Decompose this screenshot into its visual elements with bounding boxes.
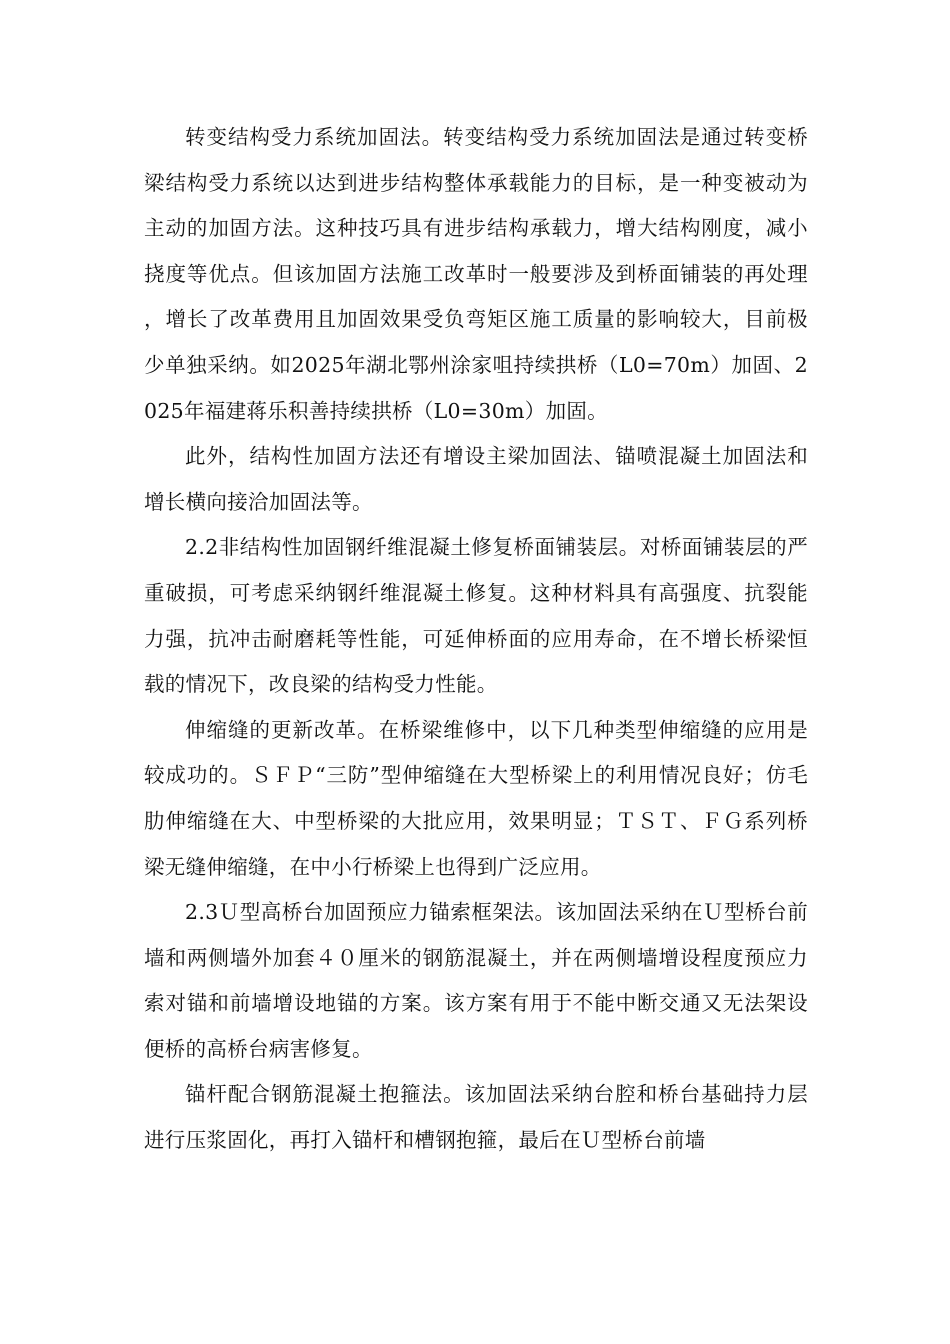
document-body bbox=[144, 115, 808, 1164]
paragraph-expansion-joint: 伸缩缝的更新改革。在桥梁维修中，以下几种类型伸缩缝的应用是较成功的。ＳＦＰ“三防”型伸缩缝在大型桥梁上的利用情况良好；仿毛肋伸缩缝在大、中型桥梁的大批应用，效果明显；ＴＳＴ、ＦＧ系列桥梁无缝伸缩缝，在中小行桥梁上也得到广泛应用。 bbox=[144, 717, 808, 879]
paragraph-other-structural-methods: 此外，结构性加固方法还有增设主梁加固法、锚喷混凝土加固法和增长横向接洽加固法等。 bbox=[144, 444, 808, 514]
paragraph-structural-system-change: 转变结构受力系统加固法。转变结构受力系统加固法是通过转变桥梁结构受力系统以达到进步结构整体承载能力的目标，是一种变被动为主动的加固方法。这种技巧具有进步结构承载力，增大结构刚度，减小挠度等优点。但该加固方法施工改革时一般要涉及到桥面铺装的再处理，增长了改革费用且加固效果受负弯矩区施工质量的影响较大，目前极少单独采纳。如2025年湖北鄂州涂家咀持续拱桥（L0=70m）加固、2025年福建蒋乐积善持续拱桥（L0=30m）加固。 bbox=[144, 125, 808, 423]
paragraph-steel-fiber-concrete: 2.2非结构性加固钢纤维混凝土修复桥面铺装层。对桥面铺装层的严重破损，可考虑采纳钢纤维混凝土修复。这种材料具有高强度、抗裂能力强，抗冲击耐磨耗等性能，可延伸桥面的应用寿命，在不增长桥梁恒载的情况下，改良梁的结构受力性能。 bbox=[144, 535, 808, 697]
paragraph-u-abutment-anchor-frame: 2.3Ｕ型高桥台加固预应力锚索框架法。该加固法采纳在Ｕ型桥台前墙和两侧墙外加套４０厘米的钢筋混凝土，并在两侧墙增设程度预应力索对锚和前墙增设地锚的方案。该方案有用于不能中断交通又无法架设便桥的高桥台病害修复。 bbox=[144, 900, 808, 1061]
paragraph-anchor-rod-hoop: 锚杆配合钢筋混凝土抱箍法。该加固法采纳台腔和桥台基础持力层进行压浆固化，再打入锚杆和槽钢抱箍，最后在Ｕ型桥台前墙 bbox=[144, 1082, 808, 1153]
